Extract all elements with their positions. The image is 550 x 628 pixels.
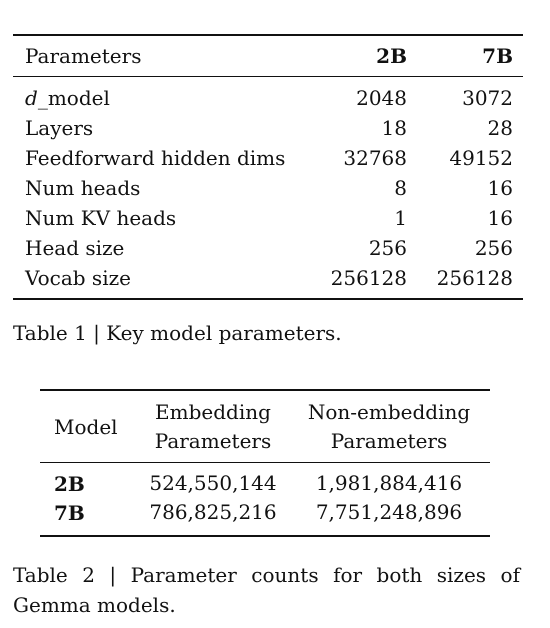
- cell-embedding: 524,550,144: [149, 471, 277, 495]
- table-row: [13, 173, 523, 203]
- header-embedding-line1: Embedding: [155, 399, 271, 424]
- table-body: [40, 463, 490, 535]
- cell-7b: 28: [487, 116, 513, 140]
- model-parameters-table: [13, 34, 523, 300]
- table-1-caption: Table 1 | Key model parameters.: [13, 321, 342, 345]
- header-model: Model: [54, 414, 118, 439]
- cell-7b: 16: [487, 206, 513, 230]
- cell-2b: 32768: [343, 146, 407, 170]
- parameter-counts-table: [40, 389, 490, 537]
- table-row: [13, 83, 523, 113]
- table-row: [13, 203, 523, 233]
- cell-2b: 1: [394, 206, 407, 230]
- table-header-row: [40, 391, 490, 463]
- row-label: [13, 86, 315, 110]
- header-7b: 7B: [482, 44, 513, 68]
- table-row: [13, 233, 523, 263]
- cell-2b: 18: [381, 116, 407, 140]
- header-non-embedding-line1: Non-embedding: [307, 399, 471, 424]
- cell-7b: 256: [474, 236, 513, 260]
- label-suffix: _model: [37, 86, 110, 110]
- row-label: Layers: [25, 116, 94, 140]
- cell-model: 7B: [54, 500, 85, 525]
- table-header-row: [13, 36, 523, 77]
- cell-non-embedding: 7,751,248,896: [315, 500, 463, 524]
- row-label: Vocab size: [25, 266, 131, 290]
- table-row: [40, 469, 490, 498]
- header-embedding: [138, 398, 288, 456]
- table-2-caption: Table 2 | Parameter counts for both sizes of Gemma models.: [13, 563, 520, 617]
- table-body: [13, 77, 523, 298]
- cell-non-embedding: 1,981,884,416: [315, 471, 463, 495]
- header-2b: 2B: [376, 44, 407, 68]
- header-embedding-line2: Parameters: [154, 428, 272, 453]
- cell-7b: 49152: [449, 146, 513, 170]
- cell-model: 2B: [54, 471, 85, 496]
- cell-7b: 16: [487, 176, 513, 200]
- d-variable: d: [25, 86, 38, 110]
- table-row: [40, 498, 490, 527]
- row-label: Head size: [25, 236, 125, 260]
- header-parameters: Parameters: [25, 44, 142, 68]
- cell-2b: 256: [368, 236, 407, 260]
- cell-2b: 2048: [356, 86, 407, 110]
- row-label: Num heads: [25, 176, 141, 200]
- cell-2b: 8: [394, 176, 407, 200]
- cell-7b: 256128: [436, 266, 513, 290]
- row-label: Feedforward hidden dims: [25, 146, 286, 170]
- table-row: [13, 113, 523, 143]
- row-label: Num KV heads: [25, 206, 177, 230]
- table-row: [13, 263, 523, 293]
- cell-2b: 256128: [330, 266, 407, 290]
- cell-embedding: 786,825,216: [149, 500, 277, 524]
- header-non-embedding: [288, 398, 490, 456]
- table-row: [13, 143, 523, 173]
- cell-7b: 3072: [462, 86, 513, 110]
- header-non-embedding-line2: Parameters: [330, 428, 448, 453]
